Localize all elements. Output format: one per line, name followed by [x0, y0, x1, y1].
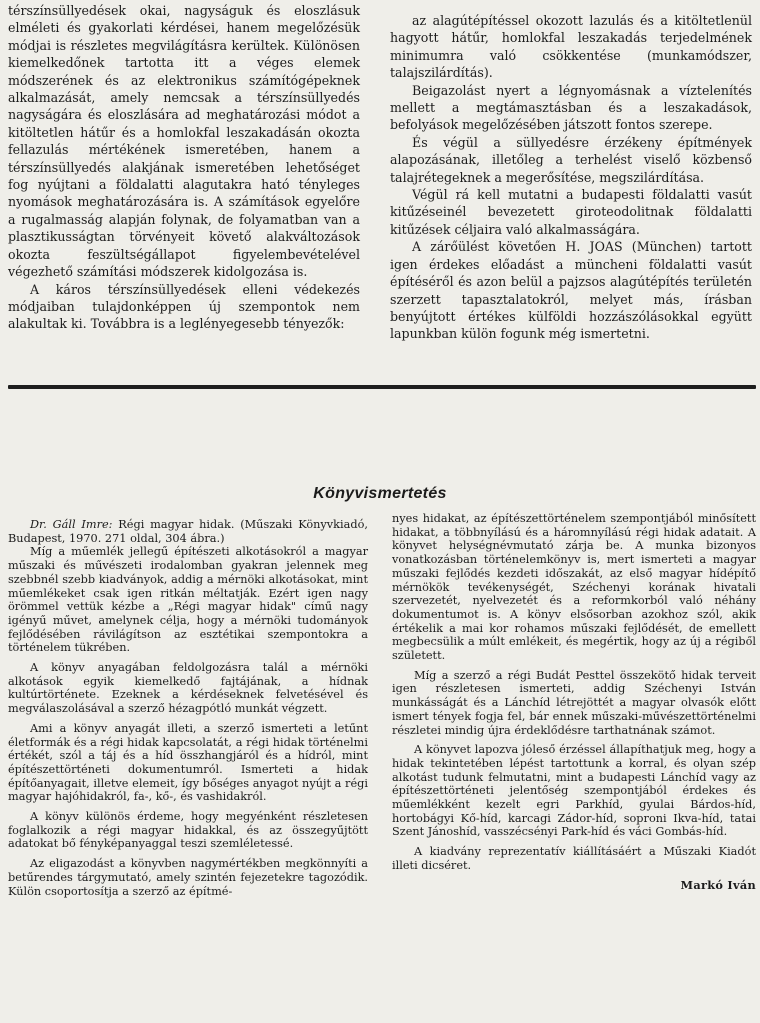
article-paragraph: Végül rá kell mutatni a budapesti földalatti vasút kitűzéseinél bevezetett giroteodolitnak földalatti kitűzések céljaira való alkalmasságára. [390, 187, 752, 237]
review-paragraph: A könyv anyagában feldolgozásra talál a mérnöki alkotások egyik kiemelkedő fajtájának, a hídnak kultúrtörténete. Ezeknek a kérdéseknek felvetésével és megválaszolásával a szerző hézagpótló munkát végzett. [8, 661, 368, 716]
review-left-column [8, 518, 368, 898]
article-paragraph: És végül a süllyedésre érzékeny építmények alapozásának, illetőleg a terhelést viselő közbenső talajrétegeknek a megerősítése, megszilárdítása. [390, 134, 752, 185]
review-paragraph: A könyv különös érdeme, hogy megyénként részletesen foglalkozik a régi magyar hidakkal, és az összegyűjtött adatokat bő fényképanyaggal teszi szemléletessé. [8, 810, 368, 851]
citation-details: Régi magyar hidak. (Műszaki Könyvkiadó, Budapest, 1970. 271 oldal, 304 ábra.) [8, 518, 368, 545]
article-paragraph: térszínsüllyedések okai, nagyságuk és eloszlásuk elméleti és gyakorlati kérdései, hanem megelőzésük módjai is részletes megvilágításra kerültek. Különösen kiemelkedőnek tartotta itt a véges elemek módszerének és az elektronikus számítógépeknek alkalmazását, amely nemcsak a térszínsüllyedés nagyságára és eloszlására ad meghatározási módot a kitöltetlen hátűr és a homlokfal leszakadásán okozta fellazulás mértékének ismeretében, hanem a térszínsüllyedés alakjának ismeretében lehetőséget fog nyújtani a földalatti alagutakra ható tényleges nyomások meghatározására is. A számítások egyelőre a rugalmasság alapján folynak, de folyamatban van a plasztikusságtan törvényeit követő alakváltozások okozta feszültségállapot figyelembevételével végezhető számítási módszerek kidolgozása is. [8, 3, 360, 280]
article-paragraph: A káros térszínsüllyedések elleni védekezés módjaiban tulajdonképpen új szempontok nem alakultak ki. Továbbra is a leglényegesebb tényezők: [8, 281, 360, 332]
section-heading: Könyvismertetés [313, 485, 447, 502]
review-paragraph: Ami a könyv anyagát illeti, a szerző ismerteti a letűnt életformák és a régi hidak kapcsolatát, a régi hidak történelmi értékét, szól a táj és a híd összhangjáról és a hídról, mint építészettörténeti dokumentumról. Ismerteti a hidak építőanyagait, illetve elemeit, így bőséges anyagot nyújt a régi magyar hajóhidakról, fa-, kő-, és vashidakról. [8, 721, 368, 804]
review-paragraph: Az eligazodást a könyvben nagymértékben megkönnyíti a betűrendes tárgymutató, amely szintén fejezetekre tagozódik. Külön csoportosítja a szerző az építmé- [8, 857, 368, 898]
review-signature: Markó Iván [680, 877, 756, 892]
article-paragraph: A zárőülést követően H. JOAS (München) tartott igen érdekes előadást a müncheni földalatti vasút építéséről és azon belül a pajzsos alagútépítés területén szerzett tapasztalatokról, melyet más, írásban benyújtott értékes külföldi hozzászólásokkal együtt lapunkban külön fogunk még ismertetni. [390, 239, 752, 342]
review-paragraph: A könyvet lapozva jóleső érzéssel állapíthatjuk meg, hogy a hidak tekintetében lépést tartottunk a korral, és olyan szép alkotást tudunk felmutatni, mint a budapesti Lánchíd vagy az építészettörténeti jelentőség szempontjából érdekes és műemlékként kezelt egri Parkhíd, gyulai Bárdos-híd, hortobágyi Kő-híd, karcagi Zádor-híd, soproni Ikva-híd, tatai Szent Jánoshíd, vasszécsényi Park-híd és váci Gombás-híd. [392, 743, 756, 839]
top-right-column [390, 12, 752, 343]
section-divider [8, 385, 756, 389]
article-paragraph: Beigazolást nyert a légnyomásnak a víztelenítés mellett a megtámasztásban és a leszakadások, befolyások megelőzésében játszott fontos szerepe. [390, 82, 752, 133]
review-paragraph: A kiadvány reprezentatív kiállításáért a Műszaki Kiadót illeti dicséret. [392, 845, 756, 872]
article-paragraph: az alagútépítéssel okozott lazulás és a kitöltetlenül hagyott hátűr, homlokfal leszakadás terjedelmének minimumra való csökkentése (munkamódszer, talajszilárdítás). [390, 13, 752, 81]
review-paragraph: Míg a műemlék jellegű építészeti alkotásokról a magyar műszaki és művészeti irodalomban gyakran jelennek meg szebbnél szebb kiadványok, addig a mérnöki alkotásokat, mint műemlékeket csak igen ritkán méltatják. Ezért igen nagy örömmel vettük kézbe a „Régi magyar hidak" című nagy igényű művet, amelynek célja, hogy a mérnöki tudományok fejlődésében rávilágítson az esztétikai szempontokra a történelem tükrében. [8, 545, 368, 655]
top-left-column [8, 2, 360, 333]
review-paragraph: nyes hidakat, az építészettörténelem szempontjából minősített hidakat, a többnyílású és a háromnyílású régi hidak adatait. A könyvet helységnévmutató zárja be. A munka bizonyos vonatkozásban történelemkönyv is, mert ismerteti a magyar műszaki fejlődés kezdeti időszakát, az első magyar hídépítő mérnökök tevékenységét, Széchenyi korának hivatali szervezetét, nyelvezetét és a reformkorból való néhány dokumentumot is. A könyv elsősorban azokhoz szól, akik értékelik a mai kor rohamos műszaki fejlődését, de emellett megbecsülik a múlt emlékeit, és megértik, hogy az új a régiből született. [392, 512, 756, 663]
review-paragraph: Míg a szerző a régi Budát Pesttel összekötő hidak terveit igen részletesen ismerteti, addig Széchenyi István munkásságát és a Lánchíd létrejöttét a magyar olvasók előtt ismert tények fogja fel, bár ennek műszaki-művészettörténelmi részletei mindig újra érdeklődésre tarthatnának számot. [392, 668, 756, 737]
book-citation [8, 518, 368, 545]
citation-author: Dr. Gáll Imre: [30, 518, 113, 531]
review-right-column [392, 512, 756, 892]
